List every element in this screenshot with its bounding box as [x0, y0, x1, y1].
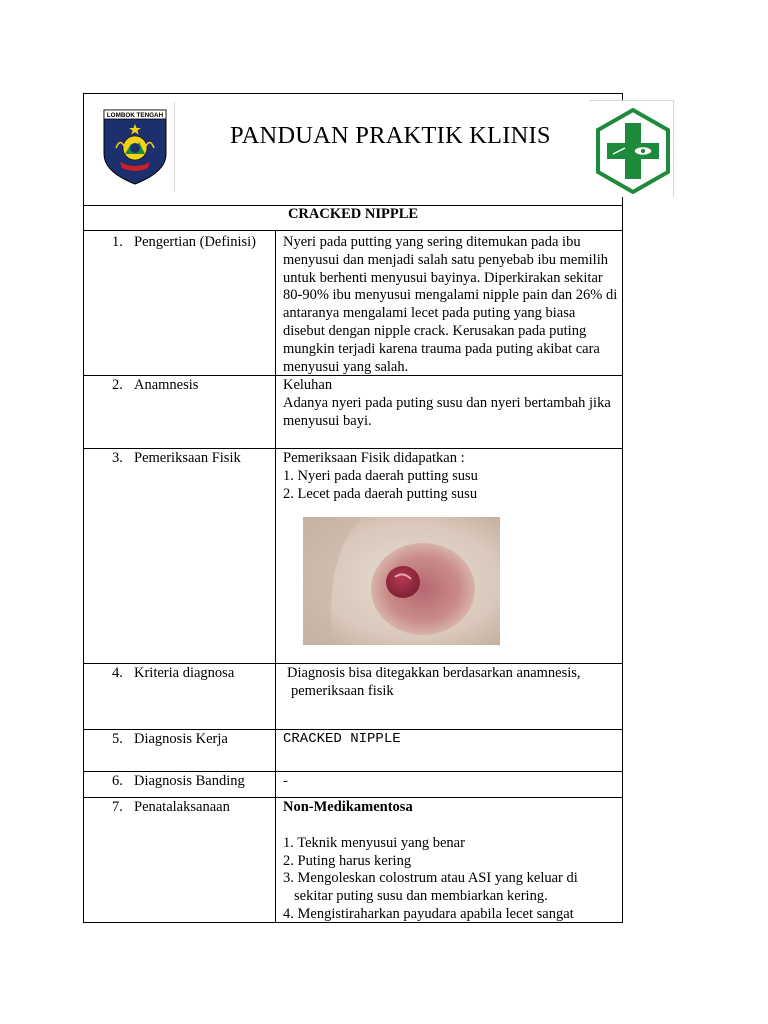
- row-label: [112, 450, 241, 467]
- row-content: [283, 731, 619, 749]
- lombok-tengah-emblem: [102, 108, 168, 186]
- document-title: CRACKED NIPPLE: [287, 206, 419, 222]
- divider: [84, 771, 622, 772]
- row-content: [283, 665, 623, 701]
- clinical-photo: [303, 517, 500, 645]
- row-label-text: Anamnesis: [134, 377, 199, 393]
- list-item: 3. Mengoleskan colostrum atau ASI yang keluar di: [283, 870, 578, 887]
- row-label: [112, 234, 256, 251]
- row-label-text: Pemeriksaan Fisik: [134, 450, 241, 466]
- row-label-text: Diagnosis Banding: [134, 773, 245, 789]
- row-number: 7.: [112, 799, 123, 815]
- row-content: [283, 773, 619, 791]
- row-content: [283, 234, 619, 376]
- logo-divider: [174, 102, 175, 192]
- puskesmas-logo: [595, 108, 671, 194]
- emblem-text: LOMBOK TENGAH: [106, 112, 164, 119]
- row-number: 4.: [112, 665, 123, 681]
- row-content: [283, 450, 619, 503]
- list-item: sekitar puting susu dan membiarkan kering.: [294, 888, 548, 905]
- list-item: 2. Puting harus kering: [283, 852, 412, 869]
- row-label: [112, 731, 228, 748]
- row-number: 5.: [112, 731, 123, 747]
- text-line: Adanya nyeri pada puting susu dan nyeri bertambah jika menyusui bayi.: [283, 394, 611, 429]
- criteria-text: Diagnosis bisa ditegakkan berdasarkan anamnesis, pemeriksaan fisik: [287, 665, 581, 699]
- list-item: 4. Mengistiraharkan payudara apabila lecet sangat: [283, 905, 574, 922]
- list-item: 1. Teknik menyusui yang benar: [283, 834, 465, 851]
- working-diagnosis: CRACKED NIPPLE: [283, 731, 401, 747]
- row-label-text: Penatalaksanaan: [134, 799, 230, 815]
- text-line: Keluhan: [283, 377, 333, 393]
- divider: [84, 663, 622, 664]
- divider: [84, 448, 622, 449]
- row-content: [283, 377, 619, 430]
- row-number: 6.: [112, 773, 123, 789]
- puskesmas-logo-box: [589, 100, 674, 197]
- row-number: 1.: [112, 234, 123, 250]
- column-divider: [275, 230, 276, 922]
- divider: [84, 797, 622, 798]
- row-content: [283, 799, 619, 924]
- row-label: [112, 665, 234, 682]
- text-line: Pemeriksaan Fisik didapatkan :: [283, 450, 465, 466]
- differential-diagnosis: -: [283, 773, 288, 789]
- row-number: 2.: [112, 377, 123, 393]
- header: [84, 94, 622, 205]
- text-line: 2. Lecet pada daerah putting susu: [283, 485, 478, 502]
- row-label: [112, 377, 198, 394]
- row-label-text: Pengertian (Definisi): [134, 234, 257, 250]
- row-label-text: Diagnosis Kerja: [134, 731, 228, 747]
- page-title: PANDUAN PRAKTIK KLINIS: [230, 122, 551, 149]
- management-heading: Non-Medikamentosa: [283, 799, 413, 815]
- spacer: [283, 817, 619, 835]
- row-label-text: Kriteria diagnosa: [134, 665, 235, 681]
- text-line: 1. Nyeri pada daerah putting susu: [283, 467, 478, 484]
- definition-text: Nyeri pada putting yang sering ditemukan pada ibu menyusui dan menjadi salah satu penyebab ibu memilih untuk berhenti menyusui bayinya. Diperkirakan sekitar 80-90% ibu menyusui mengalami nipple pain dan 26% di antaranya mengalami lecet pada puting yang biasa disebut dengan nipple crack. Kerusakan pada puting mungkin terjadi karena trauma pada puting akibat cara menyusui yang salah.: [283, 234, 618, 375]
- divider: [84, 729, 622, 730]
- document-frame: [83, 93, 623, 923]
- divider: [84, 230, 622, 231]
- row-number: 3.: [112, 450, 123, 466]
- row-label: [112, 799, 230, 816]
- row-label: [112, 773, 245, 790]
